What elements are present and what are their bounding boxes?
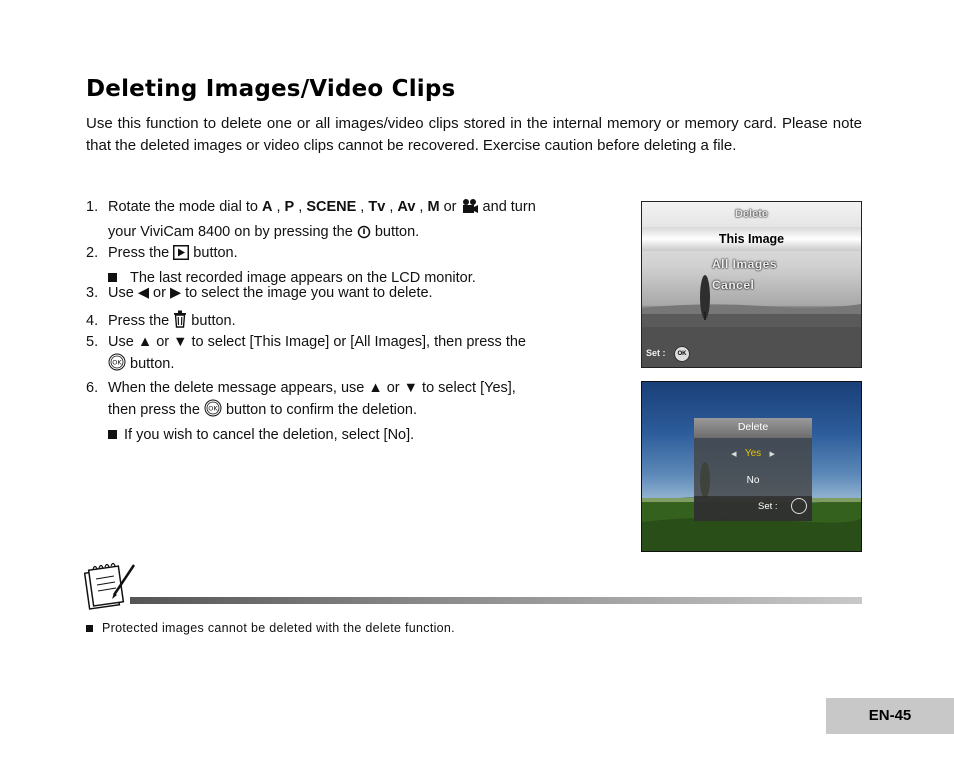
dialog-title: Delete [737, 421, 769, 433]
step-1: 1. Rotate the mode dial to A , P , SCENE , Tv , Av , M or and turn your ViviCam 8400 on by pressing the button. [86, 196, 536, 246]
mode-scene: SCENE [306, 199, 357, 215]
menu-option-all-images[interactable]: All Images [712, 257, 778, 271]
option-no[interactable]: No [746, 475, 760, 486]
lcd-screen-delete-confirm [641, 381, 862, 552]
mode-av: Av [397, 199, 416, 215]
menu-option-cancel[interactable]: Cancel [712, 278, 755, 292]
set-label: Set : [646, 348, 666, 358]
ok-icon [791, 498, 807, 514]
page-title: Deleting Images/Video Clips [86, 76, 456, 102]
note-text: Protected images cannot be deleted with the delete function. [86, 621, 455, 635]
note-divider [130, 597, 862, 604]
step-5: 5. Use ▲ or ▼ to select [This Image] or [All Images], then press the OK button. [86, 331, 526, 378]
ok-button-icon [204, 399, 222, 424]
ok-icon: OK [674, 346, 690, 362]
page-number: EN-45 [868, 707, 912, 724]
mode-a: A [261, 199, 273, 215]
bullet-square-icon [108, 430, 117, 439]
lcd-screen-delete-menu [641, 201, 862, 368]
up-arrow-icon: ▲ [368, 380, 383, 396]
left-arrow-icon: ◀ [137, 285, 149, 301]
step-4: 4. Press the button. [86, 310, 236, 335]
left-arrow-icon: ◀ [731, 451, 737, 458]
step-2: 2. Press the button. The last recorded image appears on the LCD monitor. [86, 245, 476, 286]
movie-camera-icon [461, 198, 479, 221]
bullet-square-icon [86, 625, 93, 632]
down-arrow-icon: ▼ [403, 380, 419, 396]
mode-m: M [427, 199, 440, 215]
svg-text:OK: OK [208, 404, 218, 413]
bullet-square-icon [108, 273, 117, 282]
menu-title: Delete [734, 208, 769, 220]
svg-text:OK: OK [112, 358, 122, 367]
mode-tv: Tv [368, 199, 386, 215]
playback-icon [173, 245, 189, 267]
up-arrow-icon: ▲ [137, 334, 153, 350]
ok-button-icon [108, 353, 126, 378]
step-number: 1. [86, 199, 99, 215]
intro-paragraph: Use this function to delete one or all images/video clips stored in the internal memory or memory card. Please note that the deleted images or video clips cannot be recovered. Exercise caution before deleting a file. [86, 115, 862, 154]
down-arrow-icon: ▼ [173, 334, 188, 350]
step-3: 3. Use ◀ or ▶ to select the image you want to delete. [86, 285, 433, 301]
menu-option-this-image[interactable]: This Image [718, 232, 785, 246]
step-6: 6. When the delete message appears, use ▲ or ▼ to select [Yes], then press the OK button to confirm the deletion. If you wish to cancel the deletion, select [No]. [86, 380, 516, 443]
option-yes[interactable]: ◀ Yes ▶ [731, 448, 775, 459]
set-label: Set : [758, 501, 778, 512]
right-arrow-icon: ▶ [769, 451, 775, 458]
right-arrow-icon: ▶ [169, 285, 182, 301]
mode-p: P [284, 199, 295, 215]
